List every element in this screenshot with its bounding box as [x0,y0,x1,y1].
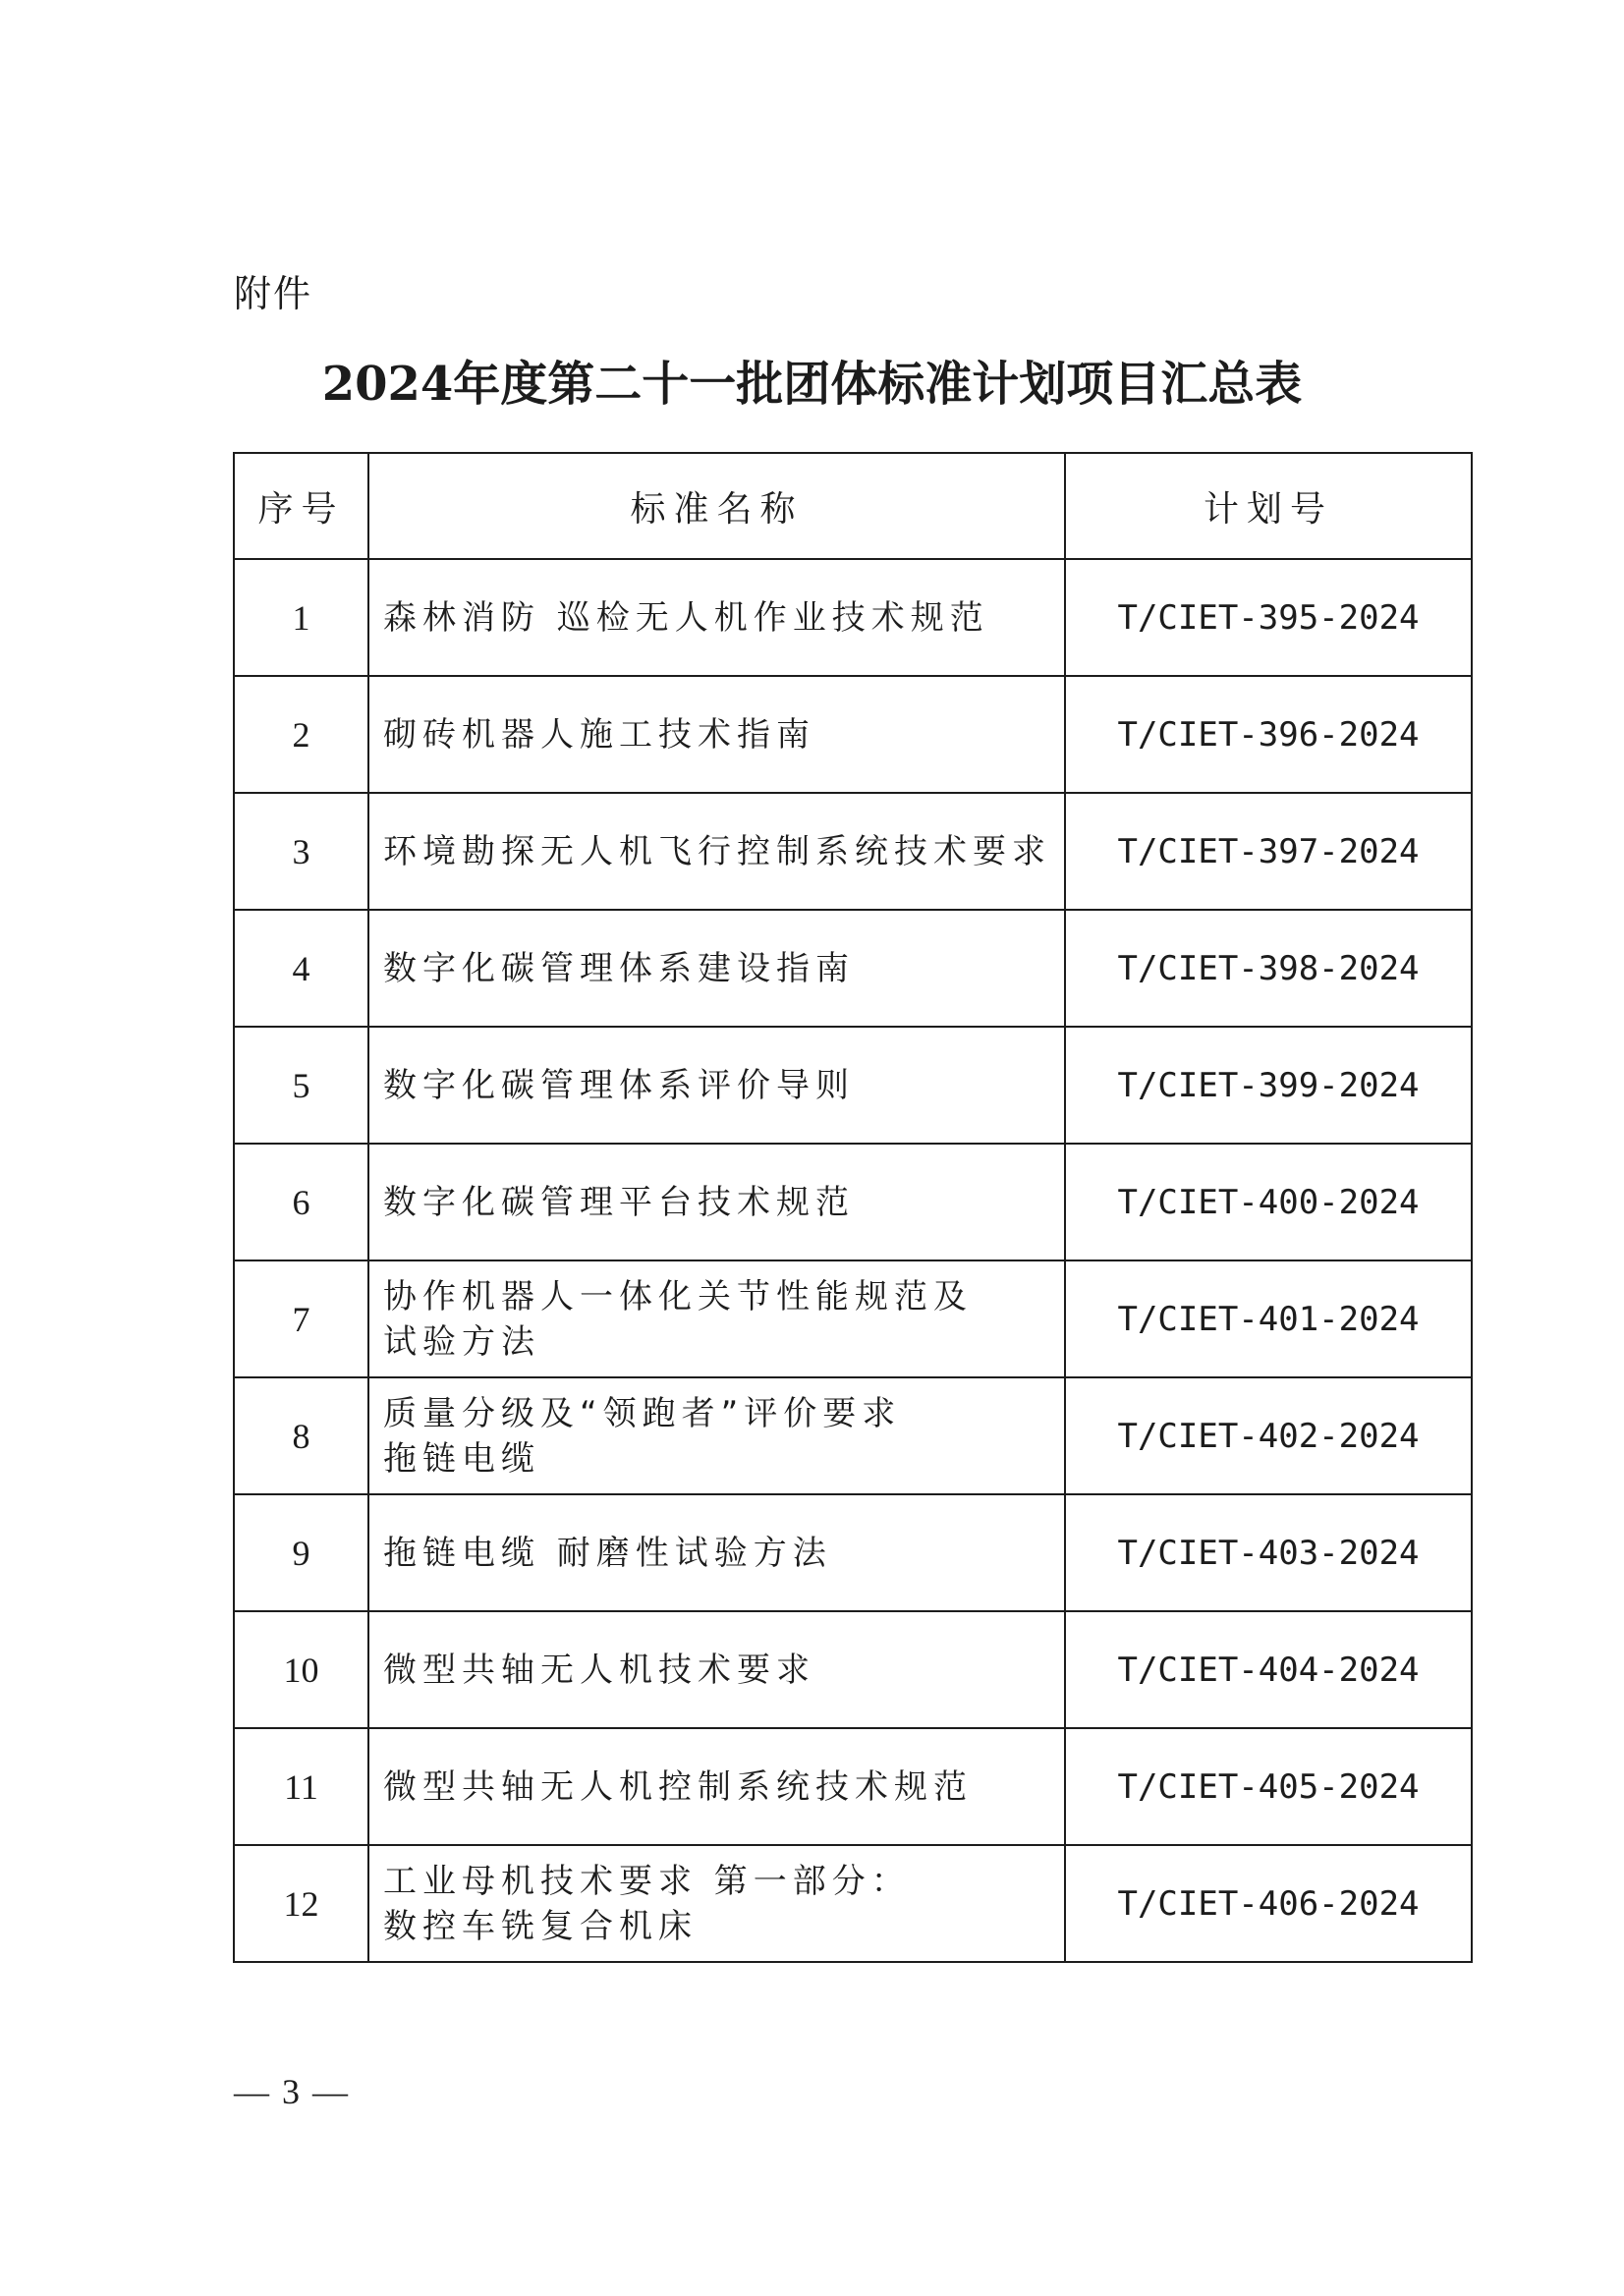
row-seq: 12 [234,1845,368,1962]
row-name-line: 试验方法 [383,1321,540,1362]
row-name-line: 质量分级及“领跑者”评价要求 [383,1393,902,1433]
row-name [368,1611,1065,1728]
row-name-line: 微型共轴无人机控制系统技术规范 [383,1766,973,1807]
row-name-line: 数控车铣复合机床 [383,1906,698,1946]
row-name [368,1144,1065,1260]
row-code: T/CIET-397-2024 [1065,793,1472,910]
table-header-row [234,453,1472,559]
row-name-line: 工业母机技术要求 第一部分： [383,1861,911,1901]
row-name [368,1494,1065,1611]
row-code: T/CIET-405-2024 [1065,1728,1472,1845]
table-row [234,1845,1472,1962]
row-name-line: 数字化碳管理体系评价导则 [383,1065,855,1105]
row-seq: 9 [234,1494,368,1611]
row-seq: 4 [234,910,368,1027]
row-name [368,1845,1065,1962]
table-row [234,910,1472,1027]
row-seq: 8 [234,1377,368,1494]
row-code: T/CIET-396-2024 [1065,676,1472,793]
row-seq: 5 [234,1027,368,1144]
row-code: T/CIET-406-2024 [1065,1845,1472,1962]
row-code: T/CIET-402-2024 [1065,1377,1472,1494]
row-code: T/CIET-403-2024 [1065,1494,1472,1611]
row-seq: 6 [234,1144,368,1260]
standards-plan-table [233,452,1473,1963]
row-seq: 7 [234,1260,368,1377]
row-name-line: 森林消防 巡检无人机作业技术规范 [383,597,989,638]
attachment-label: 附件 [234,272,313,315]
row-name [368,559,1065,676]
page-number: — 3 — [234,2072,350,2111]
document-title: 2024年度第二十一批团体标准计划项目汇总表 [321,357,1303,412]
row-seq: 1 [234,559,368,676]
row-name-line: 拖链电缆 [383,1438,540,1479]
table-row [234,559,1472,676]
row-code: T/CIET-400-2024 [1065,1144,1472,1260]
row-name [368,1728,1065,1845]
table-row [234,1377,1472,1494]
row-name-line: 协作机器人一体化关节性能规范及 [383,1276,973,1316]
row-name [368,1027,1065,1144]
row-name [368,1377,1065,1494]
row-seq: 10 [234,1611,368,1728]
table-row [234,793,1472,910]
table-row [234,1027,1472,1144]
row-name-line: 数字化碳管理体系建设指南 [383,948,855,988]
table-row [234,1260,1472,1377]
row-name [368,676,1065,793]
row-code: T/CIET-398-2024 [1065,910,1472,1027]
row-code: T/CIET-404-2024 [1065,1611,1472,1728]
table-row [234,1728,1472,1845]
row-name-line: 砌砖机器人施工技术指南 [383,714,815,755]
table-row [234,1144,1472,1260]
row-name-line: 数字化碳管理平台技术规范 [383,1182,855,1222]
table-row [234,1494,1472,1611]
row-name [368,910,1065,1027]
row-name-line: 微型共轴无人机技术要求 [383,1650,815,1690]
table-row [234,676,1472,793]
row-code: T/CIET-399-2024 [1065,1027,1472,1144]
row-name [368,793,1065,910]
row-code: T/CIET-401-2024 [1065,1260,1472,1377]
row-name [368,1260,1065,1377]
header-code: 计划号 [1065,453,1472,559]
row-name-line: 拖链电缆 耐磨性试验方法 [383,1533,832,1573]
header-name: 标准名称 [368,453,1065,559]
row-code: T/CIET-395-2024 [1065,559,1472,676]
row-seq: 2 [234,676,368,793]
table-row [234,1611,1472,1728]
row-seq: 11 [234,1728,368,1845]
row-name-line: 环境勘探无人机飞行控制系统技术要求 [383,831,1051,871]
header-seq: 序号 [234,453,368,559]
row-seq: 3 [234,793,368,910]
